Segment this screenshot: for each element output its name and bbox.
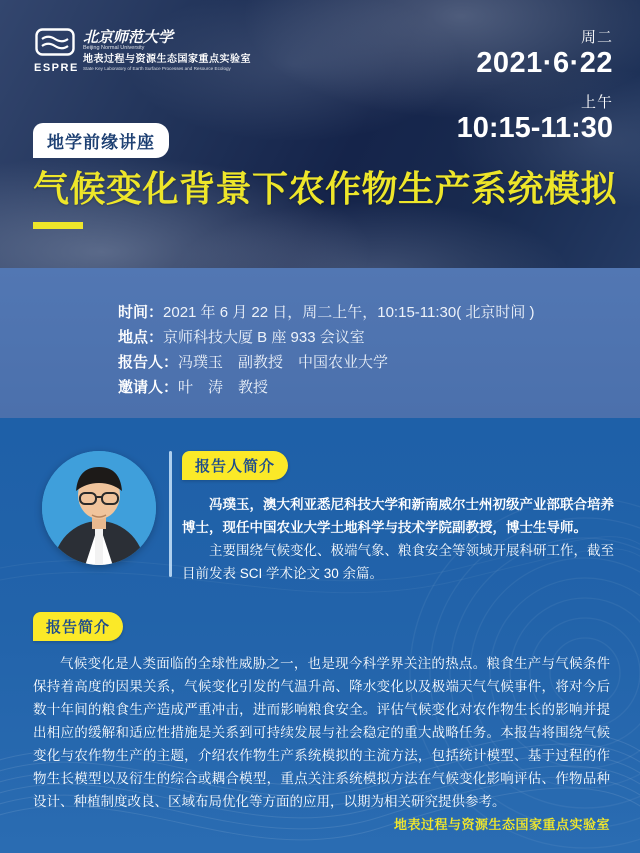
university-name-en: Beijing Normal University bbox=[83, 45, 145, 51]
abstract-badge: 报告简介 bbox=[33, 612, 123, 641]
info-label: 报告人： bbox=[118, 354, 179, 371]
info-value: 叶 涛 教授 bbox=[178, 379, 269, 396]
lab-name-cn: 地表过程与资源生态国家重点实验室 bbox=[83, 54, 251, 65]
info-row-time bbox=[118, 300, 620, 325]
espre-lab-logo bbox=[34, 28, 251, 74]
ampm-label: 上午 bbox=[580, 94, 613, 111]
date-label: 2021·6·22 bbox=[476, 47, 613, 79]
info-label: 时间： bbox=[118, 304, 164, 321]
info-value: 2021 年 6 月 22 日，周二上午，10:15-11:30( 北京时间 ) bbox=[163, 304, 535, 321]
logo-acronym: ESPRE bbox=[34, 62, 79, 74]
logo-text-block bbox=[83, 28, 251, 74]
info-value: 京师科技大厦 B 座 933 会议室 bbox=[163, 329, 365, 346]
info-value: 冯璞玉 副教授 中国农业大学 bbox=[178, 354, 389, 371]
footer-lab-name: 地表过程与资源生态国家重点实验室 bbox=[393, 817, 610, 832]
wave-logo-icon bbox=[35, 28, 75, 56]
event-info-band bbox=[0, 268, 640, 418]
lab-name-en: State Key Laboratory of Earth Surface Processes and Resource Ecology bbox=[83, 66, 231, 71]
speaker-intro-block bbox=[182, 451, 614, 585]
time-label: 10:15-11:30 bbox=[456, 112, 613, 144]
info-label: 地点： bbox=[118, 329, 164, 346]
info-row-host bbox=[118, 375, 620, 400]
page-title: 气候变化背景下农作物生产系统模拟 bbox=[33, 168, 618, 209]
info-row-speaker bbox=[118, 350, 620, 375]
speaker-portrait-graphic bbox=[42, 451, 156, 565]
espre-logo-mark bbox=[34, 28, 79, 74]
speaker-intro-badge: 报告人简介 bbox=[182, 451, 288, 480]
header-ocean-banner bbox=[0, 0, 640, 268]
info-label: 邀请人： bbox=[118, 379, 179, 396]
speaker-divider-line bbox=[169, 451, 172, 577]
university-name-cn: 北京师范大学 bbox=[83, 28, 174, 46]
main-content-section bbox=[0, 418, 640, 853]
info-row-location bbox=[118, 325, 620, 350]
datetime-block bbox=[457, 26, 613, 144]
abstract-paragraph: 气候变化是人类面临的全球性威胁之一，也是现今科学界关注的热点。粮食生产与气候条件保持着高度的因果关系，气候变化引发的气温升高、降水变化以及极端天气气候事件，将对今后数十年间的粮食生产造成严重冲击，进而影响粮食安全。评估气候变化对农作物生长的影响并提出相应的缓解和适应性措施是关系到可持续发展与社会稳定的重大战略任务。本报告将围绕气候变化与农作物生产的主题，介绍农作物生产系统模拟的主流方法，包括统计模型、基于过程的作物生长模型以及衍生的综合或耦合模型，重点关注系统模拟方法在气候变化影响评估、作物品种设计、种植制度改良、区域布局优化等方面的应用，以期为相关研究提供参考。 bbox=[33, 656, 610, 809]
weekday-label: 周二 bbox=[580, 29, 613, 46]
abstract-block bbox=[33, 612, 610, 813]
lecture-series-badge: 地学前缘讲座 bbox=[33, 123, 169, 158]
title-underline bbox=[33, 222, 83, 229]
speaker-photo bbox=[42, 451, 156, 565]
speaker-bio-paragraph-1: 冯璞玉，澳大利亚悉尼科技大学和新南威尔士州初级产业部联合培养博士，现任中国农业大学土地科学与技术学院副教授，博士生导师。 bbox=[182, 497, 614, 535]
speaker-bio-paragraph-2: 主要围绕气候变化、极端气象、粮食安全等领域开展科研工作，截至目前发表 SCI 学术论文 30 余篇。 bbox=[182, 543, 614, 581]
